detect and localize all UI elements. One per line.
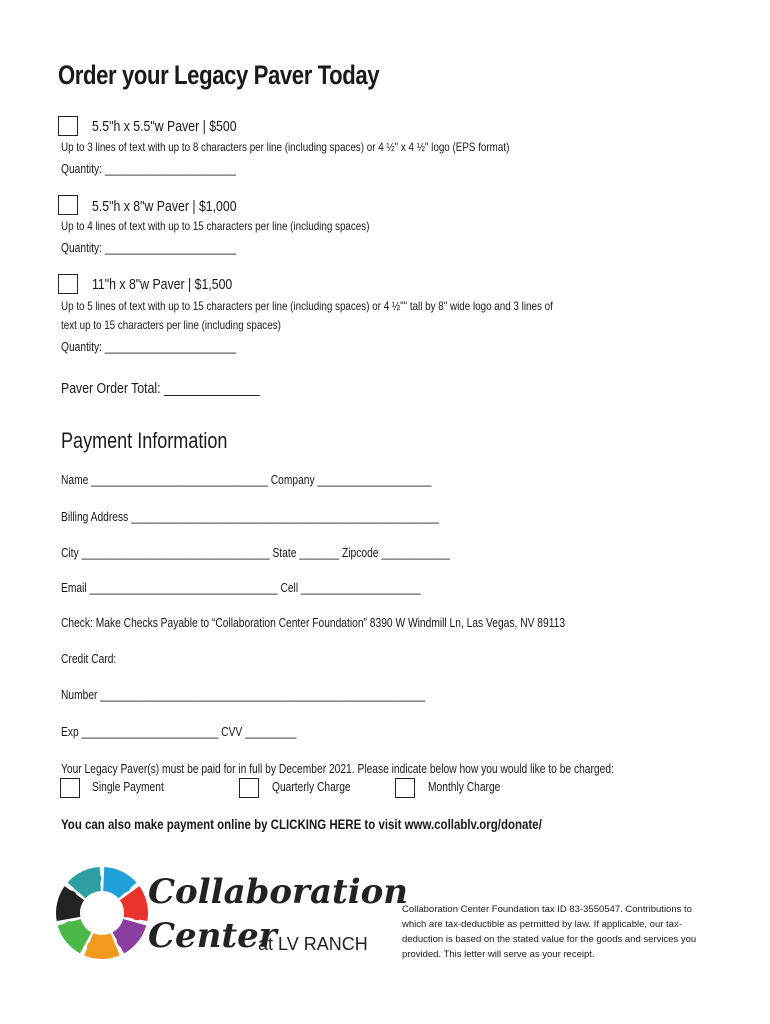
puzzle-ring-logo-icon [52, 858, 152, 968]
tax-deduction-note: Collaboration Center Foundation tax ID 83-3550547. Contributions to which are tax-deductible as permitted by law. If applicable, our tax-deduction is based on the stated value for the goods and services you provided. This letter will serve as your receipt. [402, 904, 697, 960]
check-instructions: Check: Make Checks Payable to “Collaboration Center Foundation” 8390 W Windmill Ln, Las Vegas, NV 89113 [61, 616, 566, 630]
monthly-charge-checkbox[interactable] [395, 778, 415, 798]
paver-2-option: 5.5"h x 8"w Paver | $1,000 [92, 198, 237, 215]
payment-heading: Payment Information [61, 428, 228, 453]
paver-2-description: Up to 4 lines of text with up to 15 characters per line (including spaces) [61, 219, 370, 233]
logo-word-at-lv-ranch: at LV RANCH [258, 934, 368, 954]
paver-3-description-line-2: text up to 15 characters per line (including spaces) [61, 318, 281, 332]
paver-3-description-line-1: Up to 5 lines of text with up to 15 characters per line (including spaces) or 4 ½"" tall by 8" wide logo and 3 lines of [61, 299, 553, 313]
payment-deadline-note: Your Legacy Paver(s) must be paid for in full by December 2021. Please indicate below how you would like to be charged: [61, 762, 614, 776]
page-title: Order your Legacy Paver Today [58, 60, 380, 90]
single-payment-checkbox[interactable] [60, 778, 80, 798]
paver-1-checkbox[interactable] [58, 116, 78, 136]
logo-word-collaboration: Collaboration [148, 872, 409, 912]
paver-2-quantity-field[interactable]: Quantity: _______________________ [61, 241, 236, 255]
online-payment-link[interactable]: You can also make payment online by CLICKING HERE to visit www.collablv.org/donate/ [61, 816, 542, 832]
puzzle-knob [89, 872, 101, 884]
puzzle-knob [64, 921, 76, 933]
email-cell-fields[interactable]: Email _________________________________ Cell _____________________ [61, 581, 421, 595]
billing-address-field[interactable]: Billing Address ______________________________________________________ [61, 510, 439, 524]
single-payment-label: Single Payment [92, 780, 164, 794]
quarterly-charge-checkbox[interactable] [239, 778, 259, 798]
paver-3-checkbox[interactable] [58, 274, 78, 294]
paver-3-quantity-field[interactable]: Quantity: _______________________ [61, 340, 236, 354]
quarterly-charge-label: Quarterly Charge [272, 780, 351, 794]
puzzle-knob [131, 908, 143, 920]
city-state-zip-fields[interactable]: City _________________________________ State _______ Zipcode ____________ [61, 546, 450, 560]
paver-1-quantity-field[interactable]: Quantity: _______________________ [61, 162, 236, 176]
card-number-field[interactable]: Number _________________________________________________________ [61, 688, 426, 702]
paver-1-description: Up to 3 lines of text with up to 8 characters per line (including spaces) or 4 ½" x 4 ½" logo (EPS format) [61, 140, 510, 154]
paver-2-checkbox[interactable] [58, 195, 78, 215]
paver-1-option: 5.5"h x 5.5"w Paver | $500 [92, 118, 237, 135]
paver-3-option: 11"h x 8"w Paver | $1,500 [92, 276, 233, 293]
exp-cvv-fields[interactable]: Exp ________________________ CVV _________ [61, 725, 297, 739]
credit-card-label: Credit Card: [61, 652, 117, 666]
logo-word-center: Center [148, 916, 277, 956]
puzzle-piece [113, 919, 147, 953]
puzzle-knob [119, 880, 131, 892]
puzzle-knob [117, 935, 129, 947]
puzzle-knob [87, 941, 99, 953]
order-total-field[interactable]: Paver Order Total: ______________ [61, 380, 260, 397]
monthly-charge-label: Monthly Charge [428, 780, 501, 794]
puzzle-knob [65, 891, 77, 903]
name-company-fields[interactable]: Name _______________________________ Company ____________________ [61, 473, 432, 487]
